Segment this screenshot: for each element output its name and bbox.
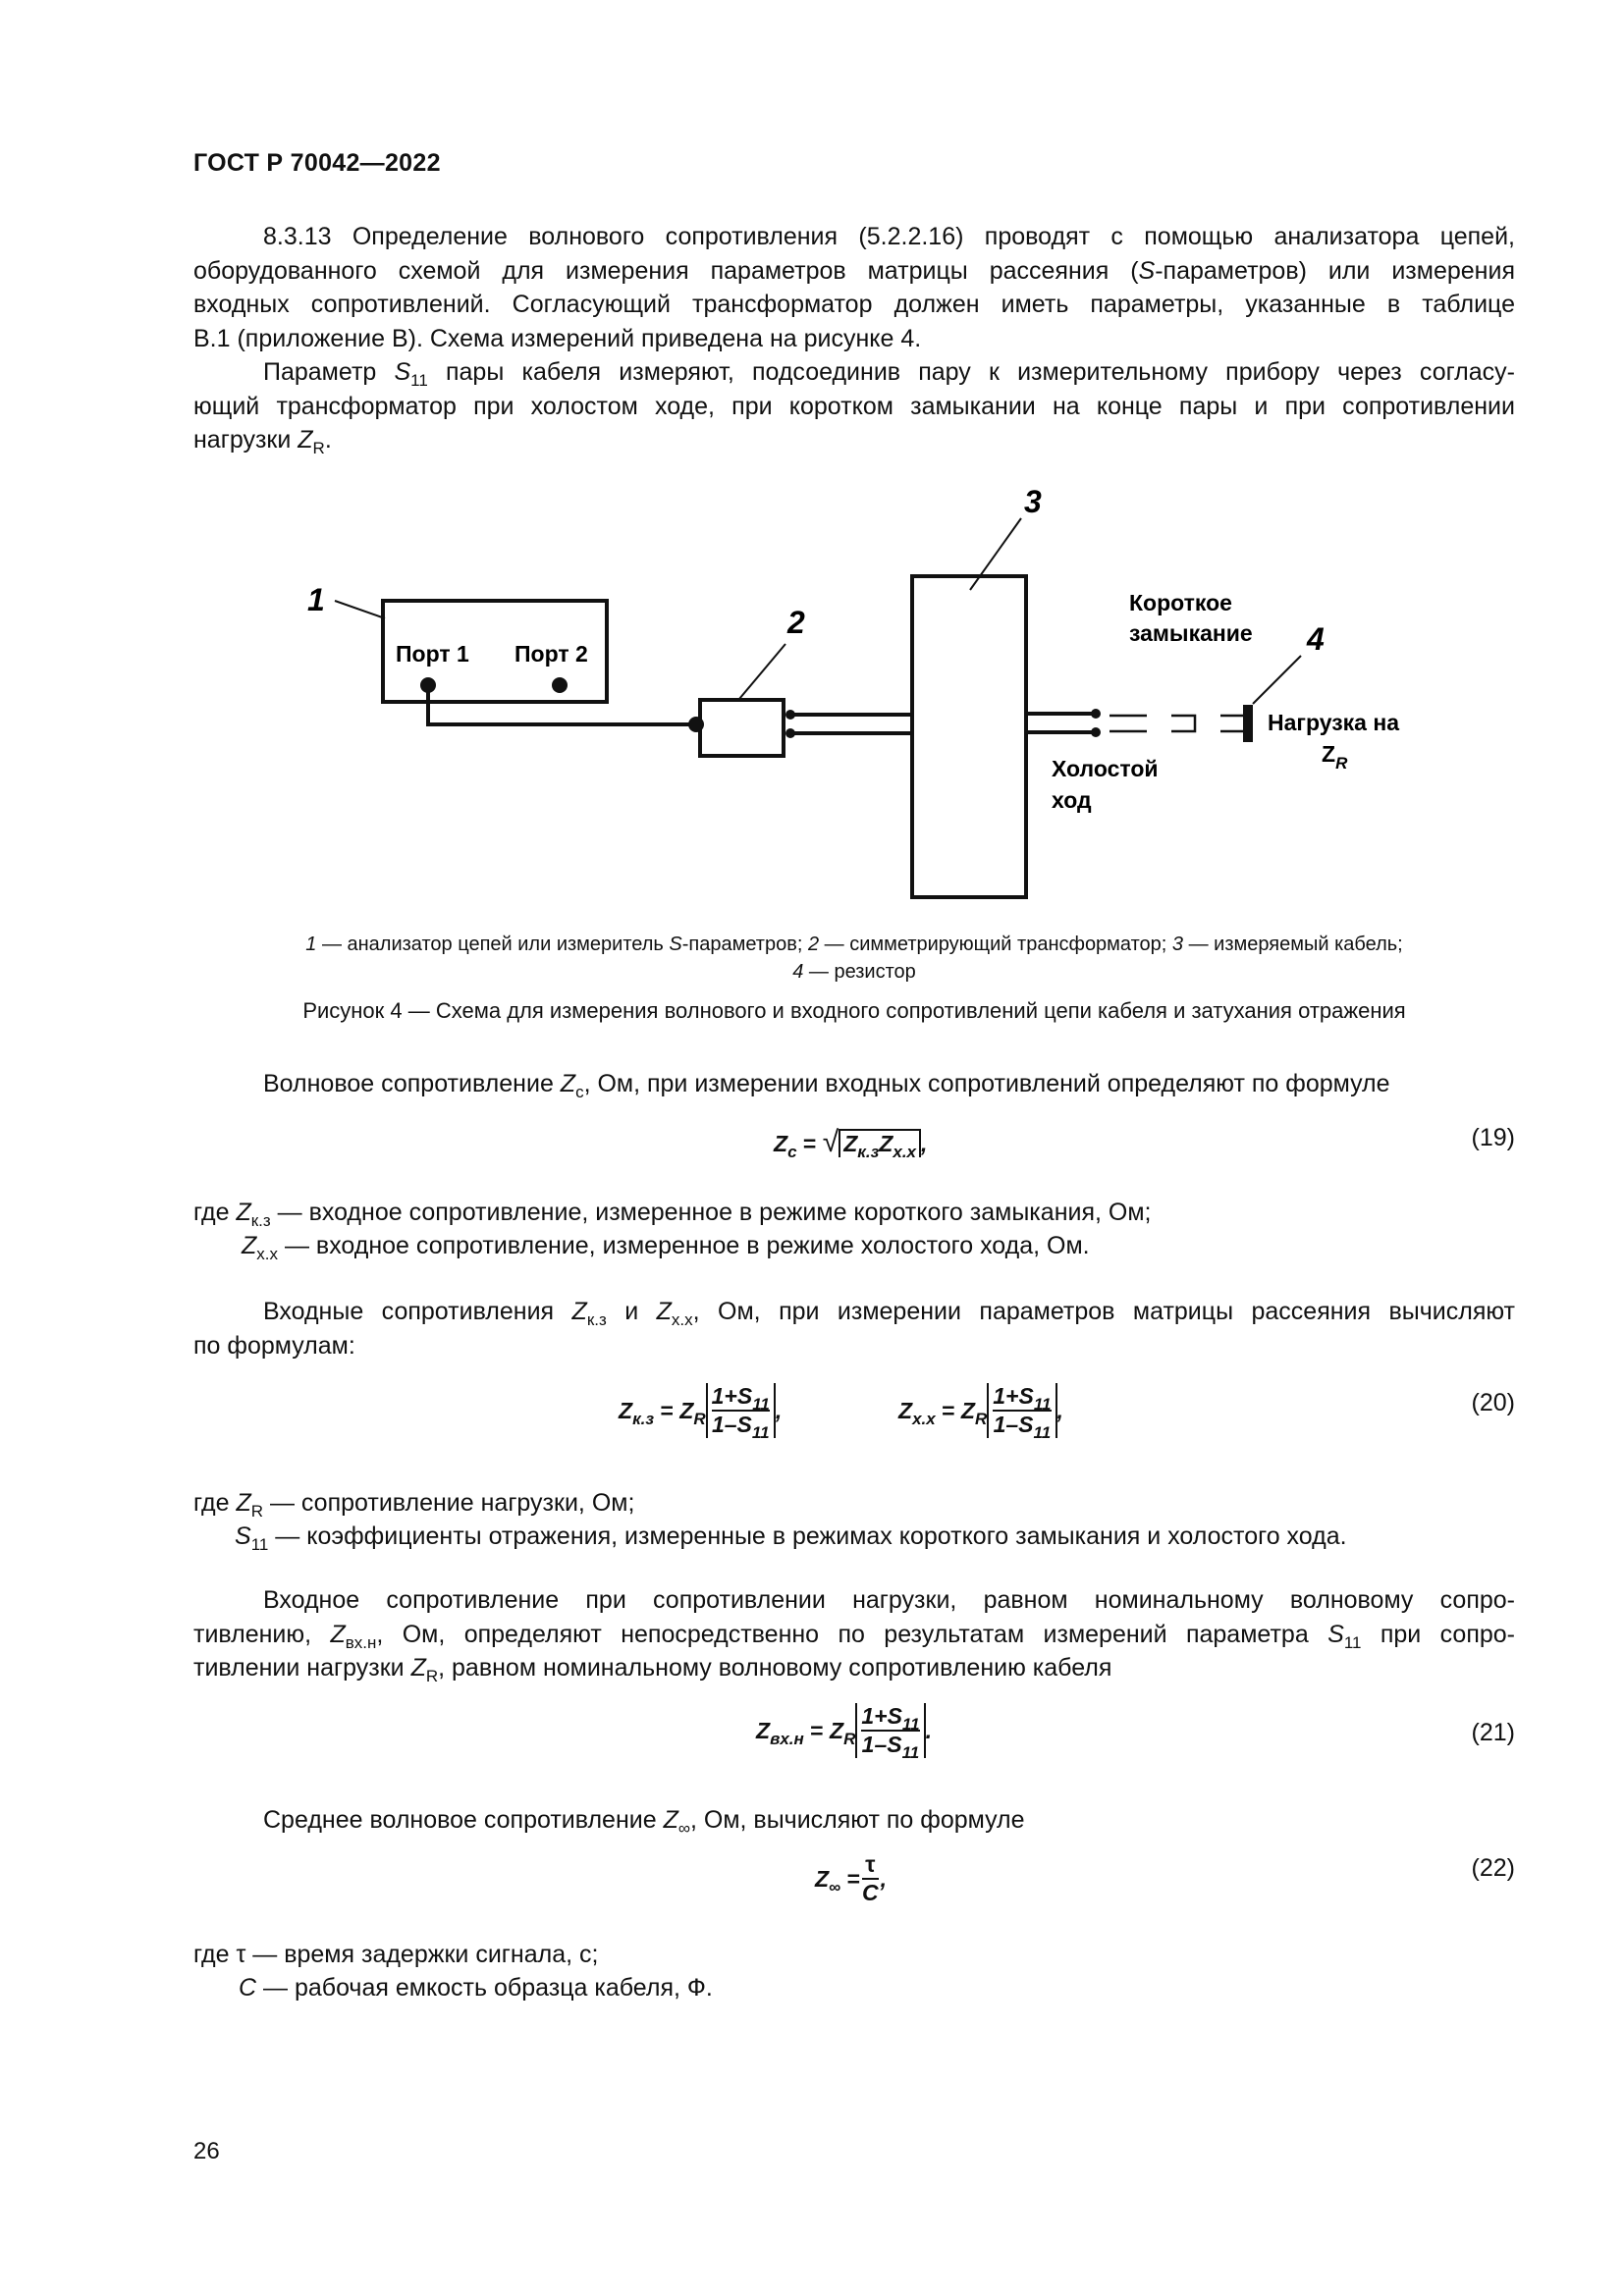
- equation-21: $Z_{вх.н} = Z_R$ $1+S_{11}$ $1-S_{11}$ .: [756, 1703, 932, 1762]
- paragraph-mean-wave-impedance: Среднее волновое сопротивление $Z_\infty$, Ом, вычисляют по формуле: [263, 1806, 1025, 1838]
- equation-20a: $Z_{к.з} = Z_R$ $1+S_{11}$ $1-S_{11}$ ,: [619, 1383, 783, 1442]
- short-circuit-symbol: [1171, 716, 1195, 731]
- paragraph-8-3-13: 8.3.13 Определение волнового сопротивления (5.2.2.16) проводят с помощью анализатора цепей, оборудованного схемой для измерения параметров матрицы рассеяния (S-параметров) или измерения входных сопротивлений. Согласующий трансформатор должен иметь параметры, указанные в таблице В.1 (приложение В). Схема измерений приведена на рисунке 4.: [193, 223, 1515, 352]
- paragraph-s11: Параметр $S_{11}$ пары кабеля измеряют, подсоединив пару к измерительному прибору через согласу- ющий трансформатор при холостом ходе, при коротком замыкании на конце пары и при сопротивлении нагрузки $Z_R$.: [193, 358, 1515, 457]
- cable-under-test-box: [912, 576, 1026, 897]
- open-circuit-label-line2: ход: [1052, 787, 1092, 813]
- leader-line-3: [970, 518, 1021, 590]
- where-list-1: где $Z_{к.з}$ — входное сопротивление, измеренное в режиме короткого замыкания, Ом; $Z_{х.х}$ — входное сопротивление, измеренное в режиме холостого хода, Ом.: [193, 1199, 1152, 1263]
- figure-label-4: 4: [1307, 621, 1325, 657]
- paragraph-input-impedances: Входные сопротивления $Z_{к.з}$ и $Z_{х.х}$, Ом, при измерении параметров матрицы рассеяния вычисляют по формулам:: [193, 1298, 1516, 1360]
- balun-input-dot: [688, 717, 704, 732]
- balun-transformer-box: [700, 700, 784, 756]
- equation-number-20: (20): [1471, 1389, 1515, 1416]
- pair-end-dot-top: [1091, 709, 1101, 719]
- pair-end-dot-bottom: [1091, 727, 1101, 737]
- paragraph-nominal-input-impedance: Входное сопротивление при сопротивлении нагрузки, равном номинальному волновому сопро- тивлению, $Z_{вх.н}$, Ом, определяют непосредственно по результатам измерений параметра $S_{11}$ при сопро- тивлении нагрузки $Z_R$, равном номинальному волновому сопротивлению кабеля: [193, 1586, 1515, 1685]
- equation-number-19: (19): [1471, 1124, 1515, 1151]
- leader-line-4: [1253, 656, 1301, 704]
- measurement-diagram: [0, 0, 1624, 923]
- port1-connector-dot: [420, 677, 436, 693]
- figure-label-2: 2: [787, 605, 805, 640]
- port1-label: Порт 1: [396, 641, 469, 667]
- leader-line-2: [739, 644, 785, 699]
- figure-label-1: 1: [307, 582, 325, 617]
- balun-output-dot-bottom: [785, 728, 795, 738]
- figure-legend: 1 — анализатор цепей или измеритель S-параметров; 2 — симметрирующий трансформатор; 3 — измеряемый кабель; 4 — резистор: [305, 934, 1403, 983]
- load-label-symbol: $Z_R$: [1322, 741, 1348, 773]
- load-resistor-symbol: [1243, 705, 1253, 742]
- load-label-line1: Нагрузка на: [1268, 710, 1400, 735]
- equation-19: $Z_c$ = √ $Z_{к.з}Z_{х.х}$ ,: [774, 1126, 928, 1161]
- port1-wire: [428, 687, 697, 724]
- short-circuit-label-line1: Короткое: [1129, 590, 1232, 615]
- where-list-2: где $Z_R$ — сопротивление нагрузки, Ом; $S_{11}$ — коэффициенты отражения, измеренные в режимах короткого замыкания и холостого хода.: [193, 1489, 1347, 1554]
- page-number: 26: [193, 2138, 220, 2164]
- paragraph-wave-impedance: Волновое сопротивление $Z_c$, Ом, при измерении входных сопротивлений определяют по формуле: [263, 1070, 1390, 1101]
- equation-number-22: (22): [1471, 1854, 1515, 1882]
- equation-20b: $Z_{х.х} = Z_R$ $1+S_{11}$ $1-S_{11}$ ,: [898, 1383, 1063, 1442]
- document-header: ГОСТ Р 70042—2022: [193, 149, 441, 177]
- balun-output-dot-top: [785, 710, 795, 720]
- equation-number-21: (21): [1471, 1719, 1515, 1746]
- where-list-3: где τ — время задержки сигнала, с; C — рабочая емкость образца кабеля, Ф.: [193, 1941, 713, 2002]
- port2-label: Порт 2: [514, 641, 588, 667]
- open-circuit-label-line1: Холостой: [1052, 756, 1159, 781]
- figure-label-3: 3: [1024, 484, 1042, 519]
- figure-title: Рисунок 4 — Схема для измерения волнового и входного сопротивлений цепи кабеля и затухания отражения: [302, 998, 1406, 1023]
- port2-connector-dot: [552, 677, 568, 693]
- short-circuit-label-line2: замыкание: [1129, 620, 1253, 646]
- p1-line-1: 8.3.13 Определение волнового сопротивления (5.2.2.16) проводят с помощью анализатора цепей,: [263, 223, 1515, 250]
- equation-22: $Z_\infty$ = τ C ,: [815, 1851, 888, 1905]
- leader-line-1: [335, 601, 385, 618]
